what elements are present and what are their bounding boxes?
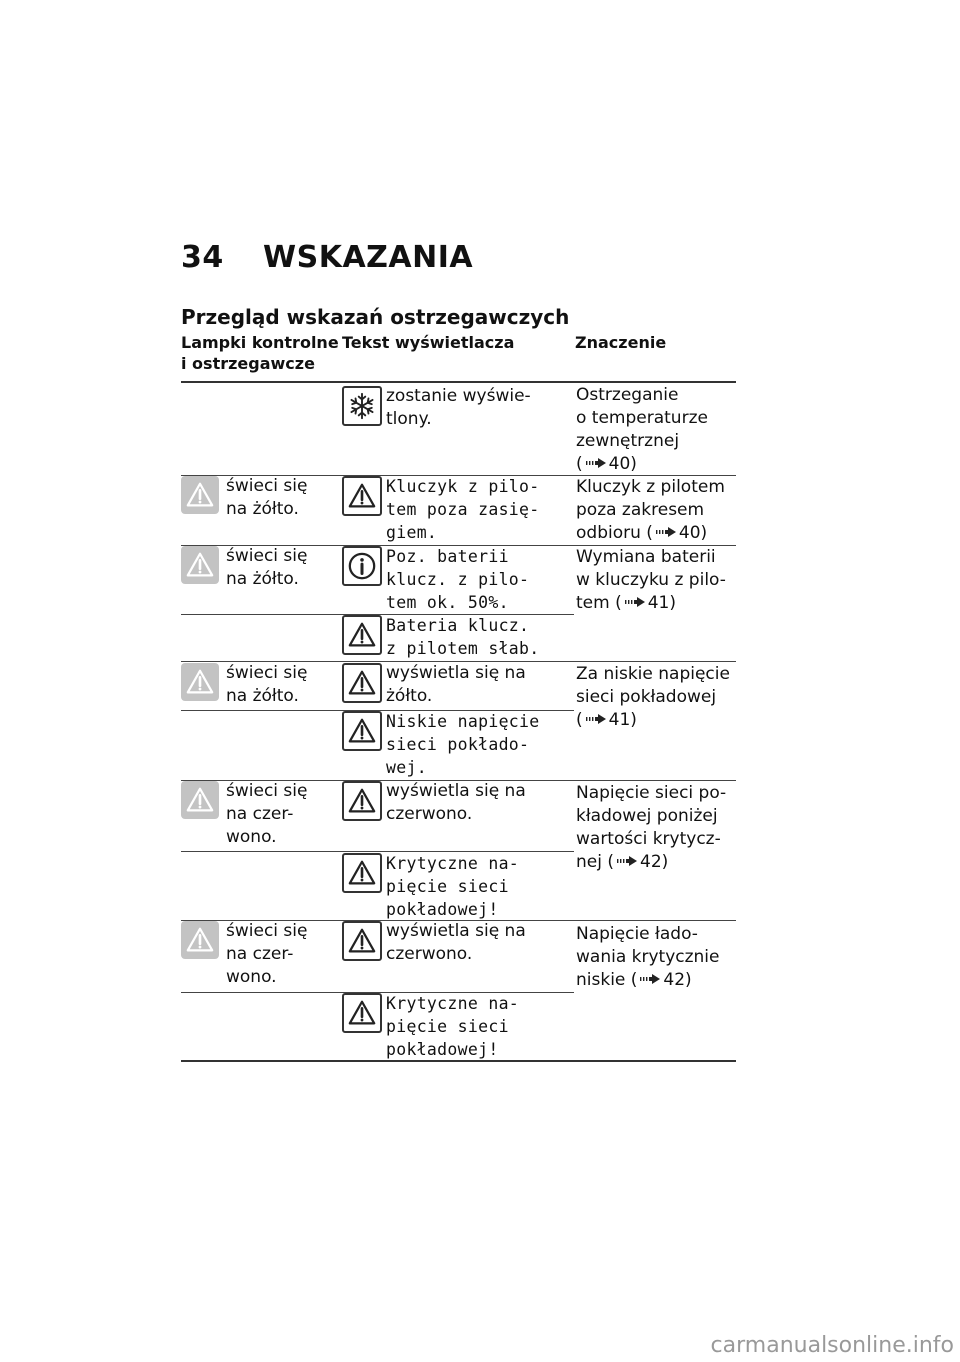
arrow-right-icon (585, 713, 607, 725)
page-reference: 40) (608, 454, 637, 474)
column-header-meaning: Znaczenie (575, 333, 667, 352)
warning-triangle-icon (342, 921, 382, 961)
display-text: Bateria klucz. z pilotem słab. (386, 616, 540, 658)
section-title: Przegląd wskazań ostrzegawczych (181, 305, 570, 329)
meaning-text (576, 476, 734, 545)
arrow-right-icon (616, 855, 638, 867)
arrow-right-icon (639, 973, 661, 985)
warning-triangle-icon (342, 853, 382, 893)
warning-triangle-icon (181, 921, 219, 959)
display-text: Krytyczne na- pięcie sieci pokładowej! (386, 994, 520, 1059)
arrow-right-icon (585, 457, 607, 469)
arrow-right-icon (655, 526, 677, 538)
display-text: wyświetla się na czerwono. (386, 921, 526, 964)
page-reference-link[interactable] (583, 710, 637, 730)
arrow-right-icon (624, 596, 646, 608)
page-reference-link[interactable] (637, 970, 691, 990)
watermark: carmanualsonline.info (710, 1333, 954, 1358)
page-reference: 41) (647, 593, 676, 613)
warning-triangle-icon (181, 781, 219, 819)
snowflake-icon (342, 386, 382, 426)
warning-triangle-icon (342, 993, 382, 1033)
page-reference-link[interactable] (653, 523, 707, 543)
page-reference: 42) (663, 970, 692, 990)
lamp-description: świeci się na czer- wono. (226, 921, 308, 987)
lamp-description: świeci się na czer- wono. (226, 781, 308, 847)
display-text: zostanie wyświe- tlony. (386, 386, 531, 429)
page-reference: 40) (678, 523, 708, 543)
warning-triangle-icon (181, 546, 219, 584)
display-text: Kluczyk z pilo- tem poza zasię- giem. (386, 477, 540, 542)
page-reference-link[interactable] (614, 852, 668, 872)
warning-triangle-icon (342, 476, 382, 516)
page-reference: 41) (608, 710, 637, 730)
column-header-lamps: Lampki kontrolne i ostrzegawcze (181, 333, 339, 373)
meaning-description: Wymiana baterii w kluczyku z pilo- tem ( (576, 547, 726, 613)
chapter-title: WSKAZANIA (263, 240, 474, 275)
display-text: Niskie napięcie sieci pokłado- wej. (386, 712, 540, 777)
table-rule (181, 381, 736, 383)
display-text: wyświetla się na żółto. (386, 663, 526, 706)
warning-triangle-icon (181, 663, 219, 701)
lamp-description: świeci się na żółto. (226, 546, 308, 589)
meaning-description: Napięcie sieci po- kładowej poniżej wartości krytycz- nej ( (576, 783, 727, 872)
page-number: 34 (181, 240, 224, 275)
meaning-text (576, 782, 734, 874)
info-icon (342, 546, 382, 586)
page-reference-link[interactable] (622, 593, 676, 613)
display-text: Poz. baterii klucz. z pilo- tem ok. 50%. (386, 547, 530, 612)
lamp-description: świeci się na żółto. (226, 663, 308, 706)
meaning-text (576, 546, 734, 615)
meaning-text (576, 384, 734, 476)
meaning-description: Napięcie łado- wania krytycznie niskie ( (576, 924, 720, 990)
warning-triangle-icon (342, 663, 382, 703)
warning-triangle-icon (342, 711, 382, 751)
display-text: wyświetla się na czerwono. (386, 781, 526, 824)
meaning-description: Kluczyk z pilotem poza zakresem odbioru ( (576, 477, 725, 543)
display-text: Krytyczne na- pięcie sieci pokładowej! (386, 854, 520, 919)
meaning-text (576, 663, 734, 732)
page-reference-link[interactable] (583, 454, 637, 474)
column-header-display-text: Tekst wyświetlacza (342, 333, 515, 352)
warning-triangle-icon (342, 615, 382, 655)
lamp-description: świeci się na żółto. (226, 476, 308, 519)
page-reference: 42) (640, 852, 669, 872)
warning-triangle-icon (342, 781, 382, 821)
meaning-description: Za niskie napięcie sieci pokładowej ( (576, 664, 730, 730)
warning-triangle-icon (181, 476, 219, 514)
meaning-description: Ostrzeganie o temperaturze zewnętrznej ( (576, 385, 708, 474)
meaning-text (576, 923, 734, 992)
